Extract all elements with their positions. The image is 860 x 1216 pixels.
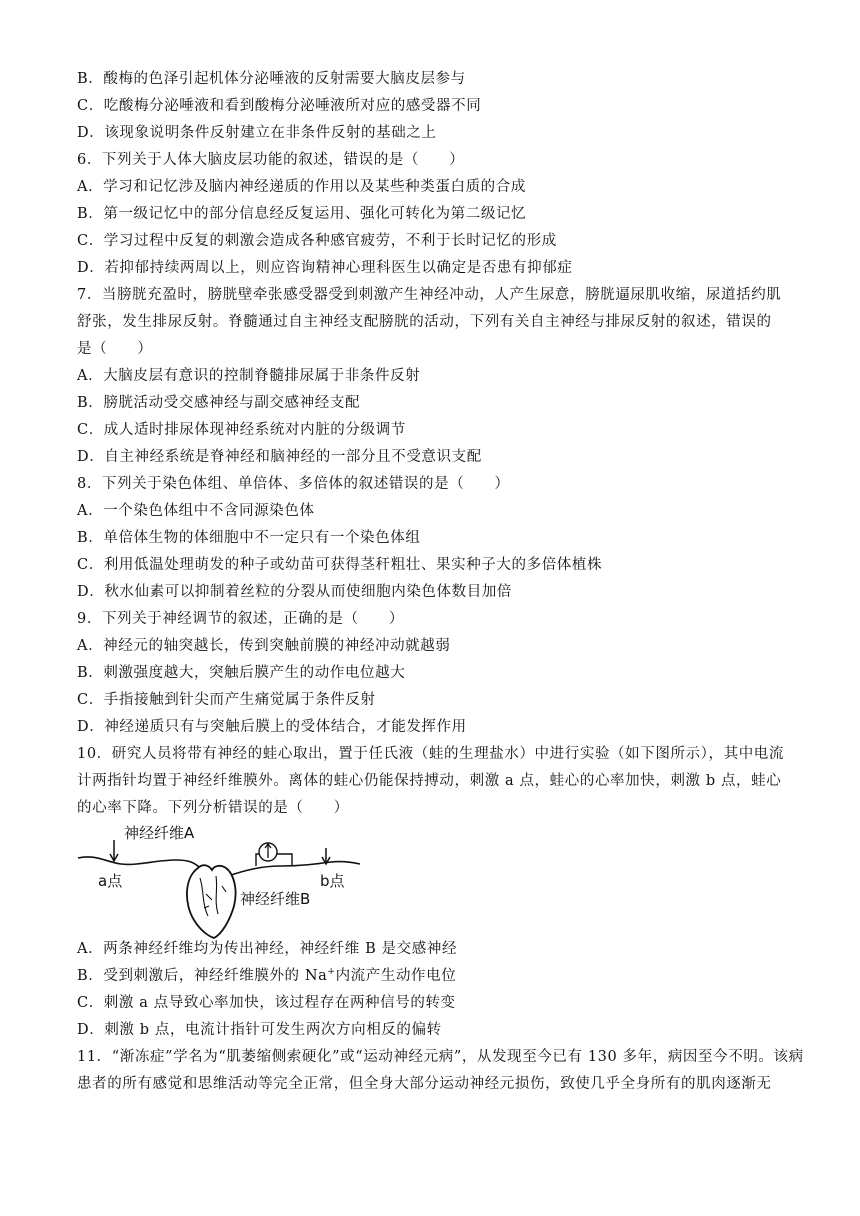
point-a-label: a点 bbox=[98, 872, 123, 890]
sodium-charge: + bbox=[327, 967, 336, 977]
heart-shape bbox=[187, 865, 236, 938]
q5-option-c: C．吃酸梅分泌唾液和看到酸梅分泌唾液所对应的感受器不同 bbox=[77, 98, 482, 114]
q7-option-a: A．大脑皮层有意识的控制脊髓排尿属于非条件反射 bbox=[77, 368, 421, 384]
frog-heart-diagram bbox=[76, 820, 366, 940]
q10-option-b-text: B．受到刺激后，神经纤维膜外的 Na bbox=[77, 968, 328, 984]
frog-heart-figure bbox=[76, 820, 366, 940]
q7-option-c: C．成人适时排尿体现神经系统对内脏的分级调节 bbox=[77, 422, 406, 438]
q5-option-d: D．该现象说明条件反射建立在非条件反射的基础之上 bbox=[77, 125, 437, 141]
q7-stem-line2: 舒张，发生排尿反射。脊髓通过自主神经支配膀胱的活动，下列有关自主神经与排尿反射的叙述，错误的 bbox=[77, 314, 772, 330]
q10-option-b-text-end: 内流产生动作电位 bbox=[335, 968, 457, 984]
q5-option-b: B．酸梅的色泽引起机体分泌唾液的反射需要大脑皮层参与 bbox=[77, 71, 466, 87]
q10-option-b bbox=[77, 965, 787, 987]
q7-option-d: D．自主神经系统是脊神经和脑神经的一部分且不受意识支配 bbox=[77, 449, 482, 465]
q9-option-d: D．神经递质只有与突触后膜上的受体结合，才能发挥作用 bbox=[77, 719, 467, 735]
q9-option-c: C．手指接触到针尖而产生痛觉属于条件反射 bbox=[77, 692, 376, 708]
q10-option-d: D．刺激 b 点，电流计指针可发生两次方向相反的偏转 bbox=[77, 1022, 442, 1038]
q8-option-b: B．单倍体生物的体细胞中不一定只有一个染色体组 bbox=[77, 530, 421, 546]
q6-option-b: B．第一级记忆中的部分信息经反复运用、强化可转化为第二级记忆 bbox=[77, 206, 527, 222]
q6-option-a: A．学习和记忆涉及脑内神经递质的作用以及某些种类蛋白质的合成 bbox=[77, 179, 526, 195]
nerve-fiber-a-line bbox=[78, 857, 200, 868]
q9-option-b: B．刺激强度越大，突触后膜产生的动作电位越大 bbox=[77, 665, 406, 681]
q10-option-c: C．刺激 a 点导致心率加快，该过程存在两种信号的转变 bbox=[77, 995, 456, 1011]
q8-option-d: D．秋水仙素可以抑制着丝粒的分裂从而使细胞内染色体数目加倍 bbox=[77, 584, 513, 600]
q9-stem: 9．下列关于神经调节的叙述，正确的是（ ） bbox=[77, 611, 404, 627]
q10-stem-line2: 计两指针均置于神经纤维膜外。离体的蛙心仍能保持搏动，刺激 a 点，蛙心的心率加快，刺激 b 点，蛙心 bbox=[77, 773, 782, 789]
q7-option-b: B．膀胱活动受交感神经与副交感神经支配 bbox=[77, 395, 361, 411]
fiber-b-label: 神经纤维B bbox=[240, 890, 311, 908]
q6-option-d: D．若抑郁持续两周以上，则应咨询精神心理科医生以确定是否患有抑郁症 bbox=[77, 260, 573, 276]
q11-stem-line2: 患者的所有感觉和思维活动等完全正常，但全身大部分运动神经元损伤，致使几乎全身所有的肌肉逐渐无 bbox=[77, 1076, 772, 1092]
q8-stem: 8．下列关于染色体组、单倍体、多倍体的叙述错误的是（ ） bbox=[77, 476, 510, 492]
fiber-a-label: 神经纤维A bbox=[124, 824, 195, 842]
q11-stem-line1: 11．“渐冻症”学名为“肌萎缩侧索硬化”或“运动神经元病”，从发现至今已有 130 多年，病因至今不明。该病 bbox=[77, 1049, 804, 1065]
galvanometer-icon bbox=[256, 843, 292, 866]
q10-stem-line3: 的心率下降。下列分析错误的是（ ） bbox=[77, 800, 349, 816]
q8-option-a: A．一个染色体组中不含同源染色体 bbox=[77, 503, 315, 519]
q10-option-a: A．两条神经纤维均为传出神经，神经纤维 B 是交感神经 bbox=[77, 941, 458, 957]
q7-stem-line1: 7．当膀胱充盈时，膀胱壁牵张感受器受到刺激产生神经冲动，人产生尿意，膀胱逼尿肌收缩，尿道括约肌 bbox=[77, 287, 782, 303]
q6-stem: 6．下列关于人体大脑皮层功能的叙述，错误的是（ ） bbox=[77, 152, 465, 168]
q9-option-a: A．神经元的轴突越长，传到突触前膜的神经冲动就越弱 bbox=[77, 638, 451, 654]
q7-stem-line3: 是（ ） bbox=[77, 341, 153, 357]
q10-stem-line1: 10．研究人员将带有神经的蛙心取出，置于任氏液（蛙的生理盐水）中进行实验（如下图所示），其中电流 bbox=[77, 746, 784, 762]
point-b-label: b点 bbox=[320, 872, 345, 890]
q6-option-c: C．学习过程中反复的刺激会造成各种感官疲劳，不利于长时记忆的形成 bbox=[77, 233, 557, 249]
q8-option-c: C．利用低温处理萌发的种子或幼苗可获得茎秆粗壮、果实种子大的多倍体植株 bbox=[77, 557, 603, 573]
